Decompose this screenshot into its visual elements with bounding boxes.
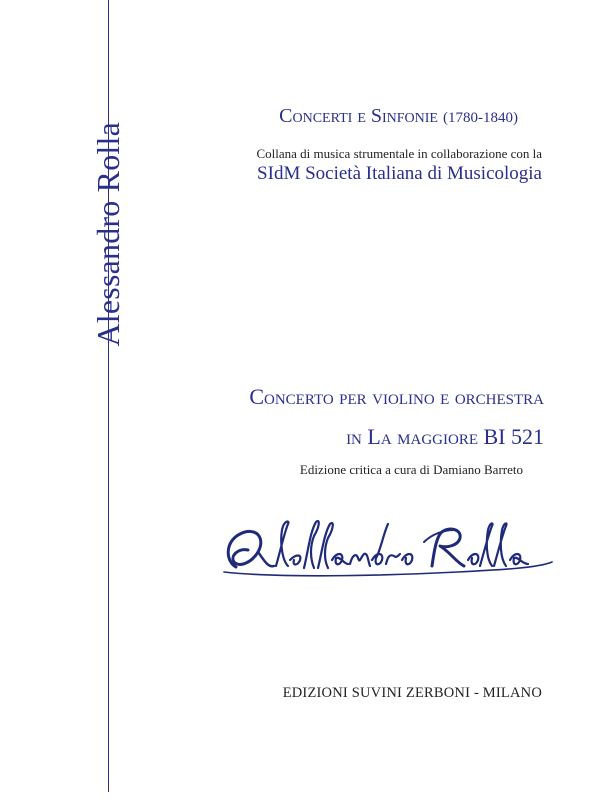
series-description: Collana di musica strumentale in collaborazione con la: [256, 146, 542, 161]
signature-image: [218, 512, 558, 582]
work-catalog-number: BI 521: [483, 424, 544, 449]
publisher: EDIZIONI SUVINI ZERBONI - MILANO: [282, 685, 542, 701]
author-name-vertical: [92, 122, 124, 347]
edition-editor: Edizione critica a cura di Damiano Barreto: [299, 462, 523, 477]
work-key: in La maggiore: [346, 424, 484, 449]
series-title: [279, 105, 518, 128]
work-title-line2: [346, 424, 544, 450]
series-years: (1780-1840): [443, 110, 518, 126]
series-society: SIdM Società Italiana di Musicologia: [257, 163, 542, 184]
author-name: Alessandro Rolla: [90, 122, 126, 347]
series-title-text: Concerti e Sinfonie: [279, 105, 438, 127]
work-title-line1: Concerto per violino e orchestra: [249, 384, 544, 409]
vertical-divider-line: [108, 0, 109, 792]
